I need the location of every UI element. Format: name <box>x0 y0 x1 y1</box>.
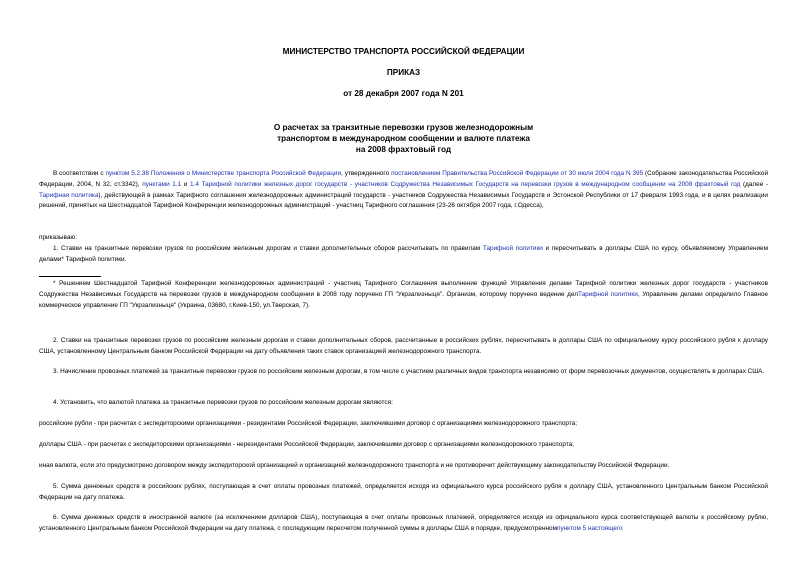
item-2-paragraph: 2. Ставки на транзитные перевозки грузов по российским железным дорогам и ставки дополнительных сборов, рассчитанные в российских рублях, пересчитывать в доллары США по официальному курсу российского рубля к доллару США, установленному Центральным банком Российской Федерации на дату объявления таких ставок организацией железнодорожного транспорта. <box>39 337 768 355</box>
link-tariff-policy[interactable]: Тарифная политика <box>39 191 99 199</box>
item-4a-paragraph: российские рубли - при расчетах с экспедиторскими организациями - резидентами Российской Федерации, заключившими договор с организациями железнодорожного транспорта; <box>39 420 577 427</box>
link-point-5[interactable]: пунктом 5 настоящего <box>556 524 623 532</box>
title-line-3: на 2008 фрахтовый год <box>355 145 452 154</box>
link-points-1-1[interactable]: пунктами 1.1 <box>142 180 182 188</box>
link-tariff-policy-points[interactable]: 1.4 Тарифной политики железных дорог государств - участников Содружества Независимых Государств на перевозки грузов в международном сообщении на 2008 фрахтовый год <box>190 180 741 188</box>
order-word: приказываю: <box>39 234 77 241</box>
item-4c-paragraph: иная валюта, если это предусмотрено договором между экспедиторской организацией и организацией железнодорожного транспорта и не противоречит действующему законодательству Российской Федерации. <box>39 462 670 469</box>
doc-type-heading: ПРИКАЗ <box>386 68 421 77</box>
link-government-decree[interactable]: постановлением Правительства Российской Федерации от 30 июля 2004 года N 395 <box>391 170 644 177</box>
date-number-heading: от 28 декабря 2007 года N 201 <box>343 89 464 98</box>
title-line-2: транспортом в международном сообщении и валюте платежа <box>277 134 530 143</box>
ministry-heading: МИНИСТЕРСТВО ТРАНСПОРТА РОССИЙСКОЙ ФЕДЕРАЦИИ <box>282 47 525 56</box>
item-4-paragraph: 4. Установить, что валютой платежа за транзитные перевозки грузов по российским железным дорогам являются: <box>53 399 393 406</box>
item-3-paragraph: 3. Начисление провозных платежей за транзитные перевозки грузов по российским железным дорогам, в том числе с участием различных видов транспорта независимо от форм перевозочных документов, осуществлять в долларах США. <box>53 368 765 375</box>
footnote-divider <box>39 276 101 277</box>
item-6-paragraph: 6. Сумма денежных средств в иностранной валюте (за исключением долларов США), поступающая в счет оплаты провозных платежей, определяется исходя из официального курса соответствующей валюты к российскому рублю, установленного Центральным банком Российской Федерации на дату платежа, с последующим пересчетом полученной суммы в доллары США в порядке, предусмотренномпунктом 5 настоящего <box>39 514 768 532</box>
preamble-paragraph: В соответствии с пунктом 5.2.38 Положения о Министерстве транспорта Российской Федерации, утвержденного постановлением Правительства Российской Федерации от 30 июля 2004 года N 395 (Собрание законодательства Российской Федерации, 2004, N 32, ст.3342), пунктами 1.1 и 1.4 Тарифной политики железных дорог государств - участников Содружества Независимых Государств на перевозки грузов в международном сообщении на 2008 фрахтовый год (далее - Тарифная политика), действующей в рамках Тарифного соглашения железнодорожных администраций государств - участников Содружества Независимых Государств и Эстонской Республики от 17 февраля 1993 года, и в целях реализации решений, принятых на Шестнадцатой Тарифной Конференции железнодорожных администраций - участниц Тарифного соглашения (23-26 октября 2007 года, г.Одесса), <box>39 170 769 210</box>
item-5-paragraph: 5. Сумма денежных средств в российских рублях, поступающая в счет оплаты провозных платежей, определяется исходя из официального курса российского рубля к доллару США, установленного Центральным банком Российской Федерации на дату платежа. <box>39 483 768 501</box>
title-line-1: О расчетах за транзитные перевозки грузов железнодорожным <box>273 123 534 132</box>
item-4b-paragraph: доллары США - при расчетах с экспедиторскими организациями - нерезидентами Российской Федерации, заключившими договор с организациями железнодорожного транспорта; <box>39 441 574 448</box>
link-tariff-policy-item1[interactable]: Тарифной политики <box>482 245 543 252</box>
link-tariff-policy-footnote[interactable]: Тарифной политики <box>577 290 638 298</box>
item-1-paragraph: 1. Ставки на транзитные перевозки грузов по российским железным дорогам и ставки дополнительных сборов рассчитывать по правилам Тарифной политики и пересчитывать в доллары США по курсу, объявляемому Управлением делами* Тарифной политики. <box>39 245 768 263</box>
link-regulation-point[interactable]: пунктом 5.2.38 Положения о Министерстве транспорта Российской Федерации <box>105 170 342 177</box>
footnote-paragraph: * Решением Шестнадцатой Тарифной Конференции железнодорожных администраций - участниц Тарифного Соглашения выполнение функций Управления делами Тарифной политики железных дорог государств - участников Содружества Независимых Государств на перевозки грузов в международном сообщении в 2008 году поручено ГП "Укрзализныця". Организм, которому поручено ведение делТарифной политики, Управление делами определило Главное коммерческое управление ГП "Укрзализныця" (Украина, 03680, г.Киев-150, ул.Тверская, 7). <box>39 280 768 309</box>
